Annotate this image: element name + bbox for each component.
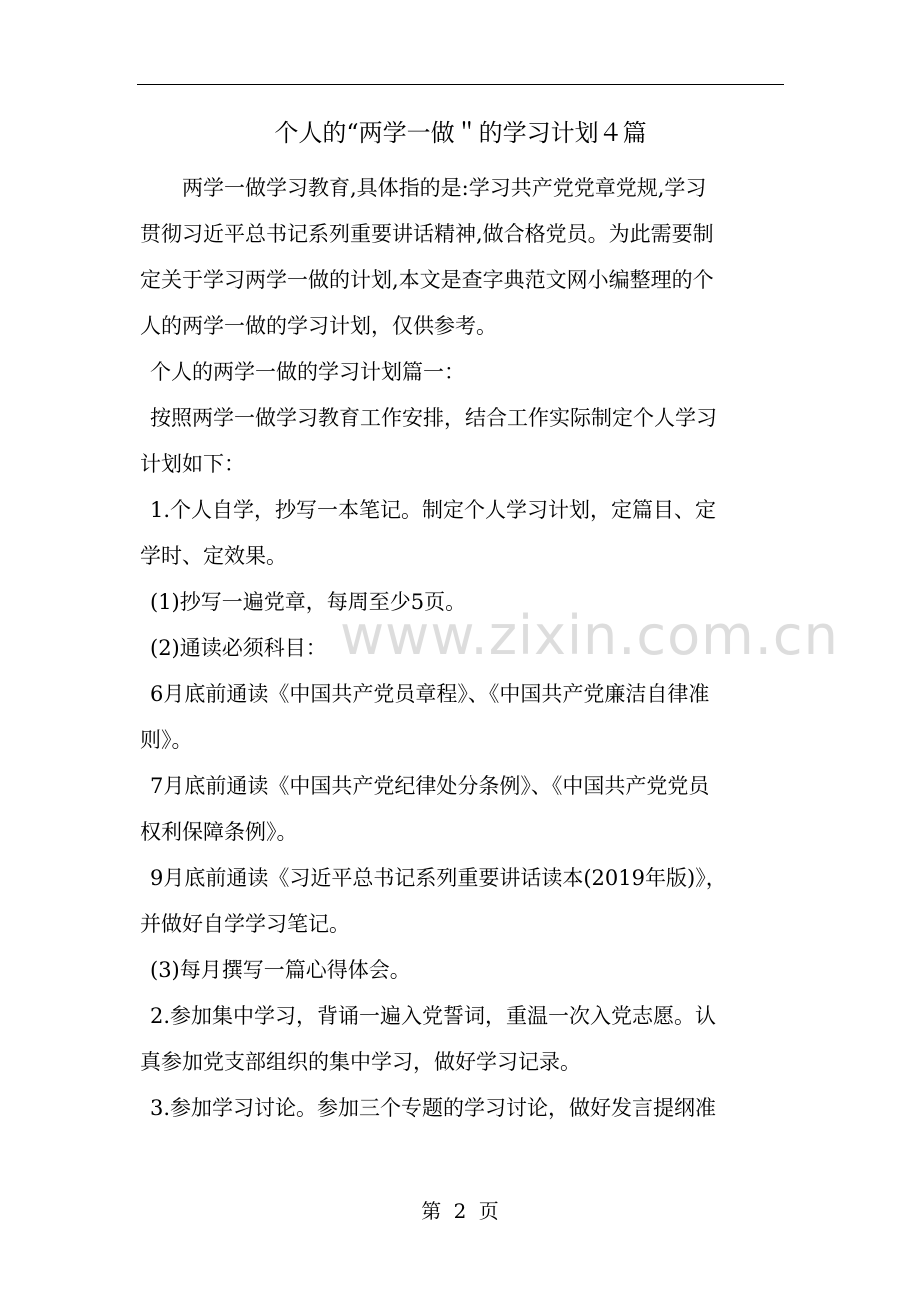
text-line: 两学一做学习教育,具体指的是:学习共产党党章党规,学习 [182, 176, 707, 200]
text-line: 贯彻习近平总书记系列重要讲话精神,做合格党员。为此需要制 [140, 222, 714, 246]
paragraph-intro [140, 165, 785, 349]
document-title: 个人的“两学一做＂的学习计划４篇 [274, 119, 647, 147]
text-line: 个人的两学一做的学习计划篇一： [150, 360, 465, 384]
text-line: 真参加党支部组织的集中学习，做好学习记录。 [140, 1050, 581, 1074]
text-line: (2)通读必须科目： [150, 636, 327, 660]
text-line: 3.参加学习讨论。参加三个专题的学习讨论，做好发言提纲准 [150, 1096, 717, 1120]
text-line: 则》。 [140, 728, 193, 752]
paragraph-july [140, 763, 785, 855]
list-item-1-1 [140, 579, 785, 625]
text-line: 按照两学一做学习教育工作安排，结合工作实际制定个人学习 [150, 406, 717, 430]
text-line: 人的两学一做的学习计划，仅供参考。 [140, 314, 497, 338]
text-line: (3)每月撰写一篇心得体会。 [150, 958, 411, 982]
text-line: 7月底前通读《中国共产党纪律处分条例》、《中国共产党党员 [150, 774, 710, 798]
header-rule [137, 84, 784, 85]
list-item-1-2 [140, 625, 785, 671]
list-item-3 [140, 1085, 785, 1131]
text-line: 定关于学习两学一做的计划,本文是查字典范文网小编整理的个 [140, 268, 714, 292]
text-line: 9月底前通读《习近平总书记系列重要讲话读本(2019年版)》， [150, 866, 727, 890]
list-item-1-3 [140, 947, 785, 993]
text-line: 学时、定效果。 [140, 544, 287, 568]
text-line: 计划如下： [140, 452, 245, 476]
text-line: 1.个人自学，抄写一本笔记。制定个人学习计划，定篇目、定 [150, 498, 717, 522]
text-line: 2.参加集中学习，背诵一遍入党誓词，重温一次入党志愿。认 [150, 1004, 717, 1028]
paragraph-september [140, 855, 785, 947]
list-item-1 [140, 487, 785, 579]
watermark: www.zixin.com.cn [340, 604, 839, 667]
section-heading [140, 349, 785, 395]
text-line: 权利保障条例》。 [140, 820, 298, 844]
text-line: 并做好自学学习笔记。 [140, 912, 350, 936]
text-line: (1)抄写一遍党章，每周至少5页。 [150, 590, 467, 614]
page-number: 第 2 页 [421, 1199, 499, 1223]
document-body [140, 165, 785, 1131]
paragraph-june [140, 671, 785, 763]
list-item-2 [140, 993, 785, 1085]
text-line: 6月底前通读《中国共产党员章程》、《中国共产党廉洁自律准 [150, 682, 710, 706]
paragraph-arrangement [140, 395, 785, 487]
